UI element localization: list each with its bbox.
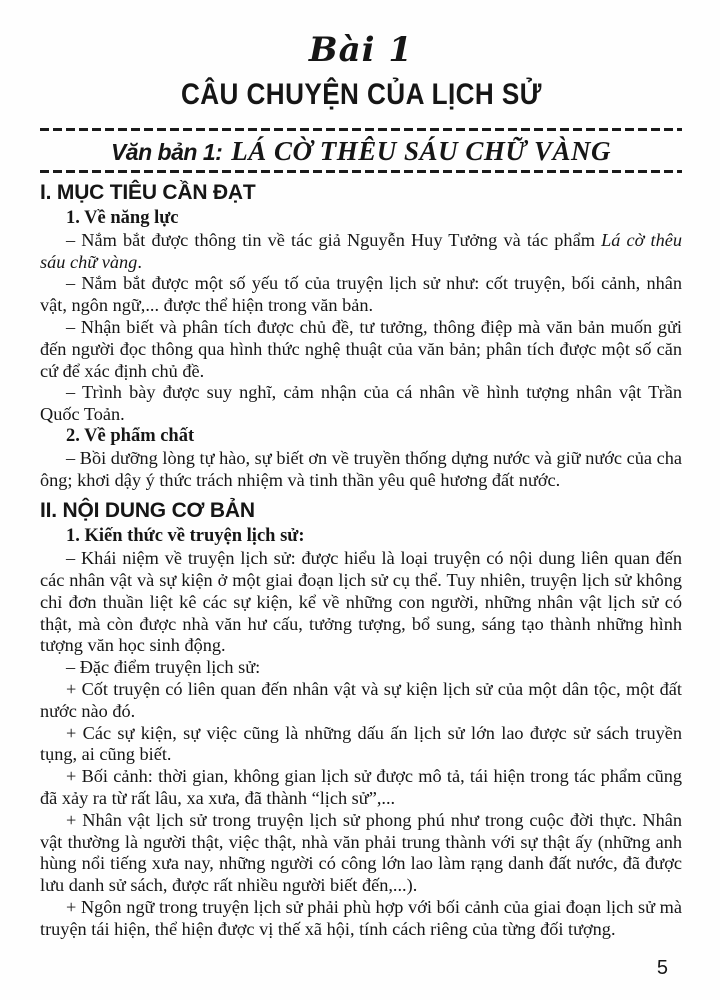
banner-prefix: Văn bản 1: [110,139,223,165]
chapter-title-wrap [40,78,682,112]
paragraph: + Ngôn ngữ trong truyện lịch sử phải phù hợp với bối cảnh của giai đoạn lịch sử mà truyện tái hiện, thể hiện được vị thế xã hội, tính cách riêng của từng đối tượng. [40,896,682,939]
paragraph: – Nắm bắt được thông tin về tác giả Nguyễn Huy Tưởng và tác phẩm Lá cờ thêu sáu chữ vàng. [40,229,683,272]
lesson-label: Bài 1 [308,30,414,70]
section-heading: II. NỘI DUNG CƠ BẢN [40,499,255,523]
paragraph: – Trình bày được suy nghĩ, cảm nhận của cá nhân về hình tượng nhân vật Trần Quốc Toản. [40,382,682,425]
paragraph: + Bối cảnh: thời gian, không gian lịch sử được mô tả, tái hiện trong tác phẩm cũng đã xảy ra từ rất lâu, xa xưa, đã thành “lịch sử”,... [40,766,682,808]
paragraph: + Các sự kiện, sự việc cũng là những dấu ấn lịch sử lớn lao được sử sách truyền tụng, ai cũng biết. [40,722,682,765]
paragraph: + Nhân vật lịch sử trong truyện lịch sử phong phú như trong cuộc đời thực. Nhân vật thường là người thật, việc thật, nhà văn phải trung thành với sự thật ấy (những anh hùng nổi tiếng xưa nay, những người có công lớn lao làm rạng danh đất nước, đã được lưu danh sử sách, được rất nhiều người biết đến,...). [40,809,682,896]
text-banner [40,128,682,173]
paragraph: – Nắm bắt được một số yếu tố của truyện lịch sử như: cốt truyện, bối cảnh, nhân vật, ngôn ngữ,... được thể hiện trong văn bản. [40,273,682,316]
page-number: 5 [656,957,668,979]
paragraph: + Cốt truyện có liên quan đến nhân vật và sự kiện lịch sử của một dân tộc, một đất nước nào đó. [40,678,682,721]
content-blocks [40,180,682,941]
sub-heading: 2. Về phẩm chất [66,425,195,446]
sub-heading: 1. Về năng lực [66,208,179,228]
paragraph: – Bồi dưỡng lòng tự hào, sự biết ơn về truyền thống dựng nước và giữ nước của cha ông; khơi dậy ý thức trách nhiệm và tinh thần yêu quê hương đất nước. [40,447,682,490]
chapter-title: CÂU CHUYỆN CỦA LỊCH SỬ [180,78,542,111]
paragraph: – Khái niệm về truyện lịch sử: được hiểu là loại truyện có nội dung liên quan đến các nhân vật và sự kiện ở một giai đoạn lịch sử cụ thể. Tuy nhiên, truyện lịch sử không chỉ đơn thuần liệt kê các sự kiện, kể về những con người, những nhân vật lịch sử có thật, mà còn được nhà văn hư cấu, tưởng tượng, bổ sung, sáng tạo thành những hình tượng văn học sinh động. [40,548,682,656]
paragraph: – Đặc điểm truyện lịch sử: [66,657,261,678]
paragraph: – Nhận biết và phân tích được chủ đề, tư tưởng, thông điệp mà văn bản muốn gửi đến người đọc thông qua hình thức nghệ thuật của văn bản; phân tích được một số căn cứ để xác định chủ đề. [40,316,682,381]
banner-title: LÁ CỜ THÊU SÁU CHỮ VÀNG [231,136,612,166]
banner-text [40,131,682,170]
sub-heading: 1. Kiến thức về truyện lịch sử: [66,526,305,547]
section-heading: I. MỤC TIÊU CẦN ĐẠT [40,181,256,204]
dashed-divider-bottom [40,170,682,173]
